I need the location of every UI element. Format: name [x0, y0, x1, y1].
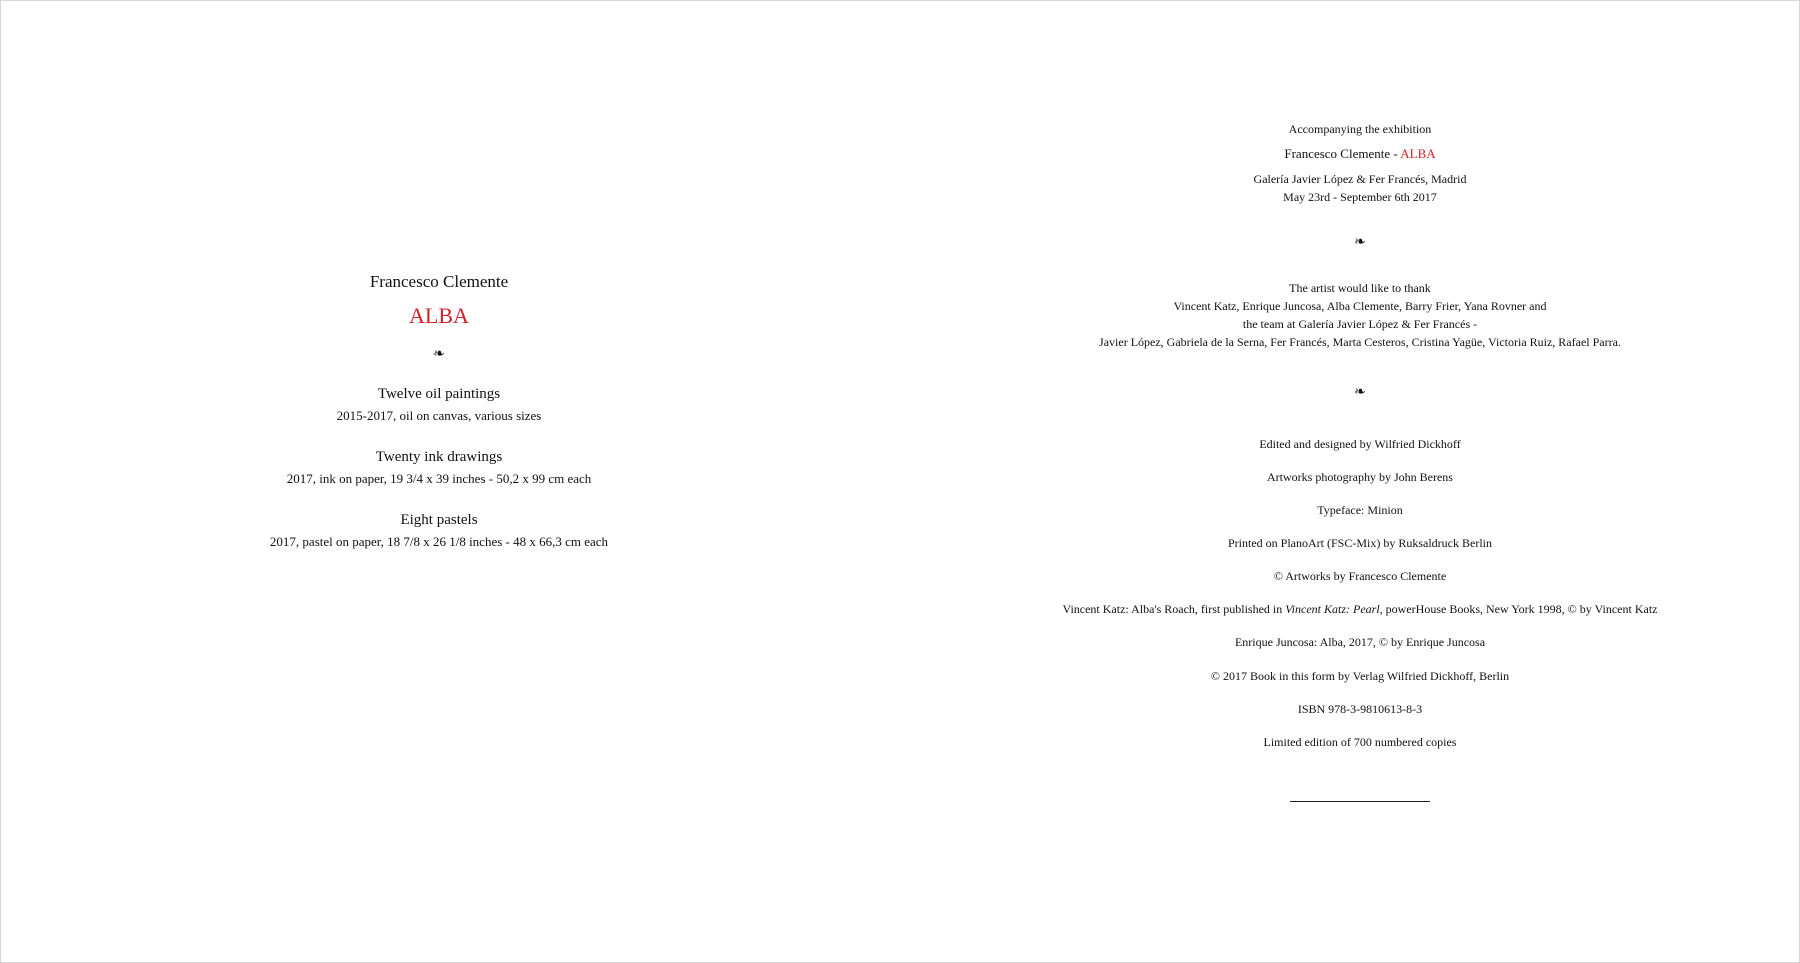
work-title: Eight pastels — [400, 512, 478, 528]
exhibition-name: ALBA — [1400, 146, 1436, 161]
work-title: Twelve oil paintings — [377, 386, 501, 402]
artist-name: Francesco Clemente — [369, 272, 509, 291]
work-entry — [239, 510, 639, 551]
thanks-line: Javier López, Gabriela de la Serna, Fer Francés, Marta Cesteros, Cristina Yagüe, Victoria Ruiz, Rafael Parra. — [1099, 335, 1621, 349]
credit-editor: Edited and designed by Wilfried Dickhoff — [1259, 437, 1461, 451]
exhibition-dates: May 23rd - September 6th 2017 — [1283, 190, 1437, 204]
fleuron-ornament-icon: ❧ — [1354, 235, 1366, 250]
exhibition-artist: Francesco Clemente - — [1284, 146, 1401, 161]
work-description: 2017, pastel on paper, 18 7/8 x 26 1/8 inches - 48 x 66,3 cm each — [269, 534, 609, 549]
credit-typeface: Typeface: Minion — [1317, 503, 1403, 517]
fleuron-ornament-icon: ❧ — [1354, 385, 1366, 400]
work-description: 2015-2017, oil on canvas, various sizes — [336, 408, 542, 423]
katz-suffix: , powerHouse Books, New York 1998, © by Vincent Katz — [1379, 602, 1658, 616]
thanks-line: Vincent Katz, Enrique Juncosa, Alba Clemente, Barry Frier, Yana Rovner and — [1173, 299, 1547, 313]
work-entry — [239, 384, 639, 425]
katz-book-title: Vincent Katz: Pearl — [1285, 602, 1380, 616]
credit-printer: Printed on PlanoArt (FSC-Mix) by Ruksaldruck Berlin — [1228, 536, 1492, 550]
credit-artworks-copyright: © Artworks by Francesco Clemente — [1273, 569, 1447, 583]
acknowledgements — [1030, 279, 1690, 351]
credit-isbn: ISBN 978-3-9810613-8-3 — [1297, 702, 1423, 716]
book-title: ALBA — [409, 303, 469, 328]
exhibition-venue: Galería Javier López & Fer Francés, Madrid — [1253, 172, 1467, 186]
left-page-title — [239, 270, 639, 551]
katz-prefix: Vincent Katz: Alba's Roach, first published in — [1062, 602, 1286, 616]
work-title: Twenty ink drawings — [375, 449, 503, 465]
work-entry — [239, 447, 639, 488]
exhibition-intro: Accompanying the exhibition — [1288, 122, 1432, 136]
credits-list — [1030, 435, 1690, 751]
thanks-line: The artist would like to thank — [1289, 281, 1431, 295]
credit-edition: Limited edition of 700 numbered copies — [1263, 735, 1457, 749]
credit-book-copyright: © 2017 Book in this form by Verlag Wilfried Dickhoff, Berlin — [1210, 669, 1510, 683]
fleuron-ornament-icon: ❧ — [433, 347, 445, 362]
credit-juncosa: Enrique Juncosa: Alba, 2017, © by Enrique Juncosa — [1234, 635, 1486, 649]
signature-line — [1290, 801, 1430, 802]
credit-photography: Artworks photography by John Berens — [1267, 470, 1453, 484]
credit-katz — [1030, 600, 1690, 618]
exhibition-title — [1030, 145, 1690, 163]
right-page-colophon — [1030, 120, 1690, 802]
thanks-line: the team at Galería Javier López & Fer Francés - — [1242, 317, 1478, 331]
work-description: 2017, ink on paper, 19 3/4 x 39 inches - 50,2 x 99 cm each — [286, 471, 592, 486]
